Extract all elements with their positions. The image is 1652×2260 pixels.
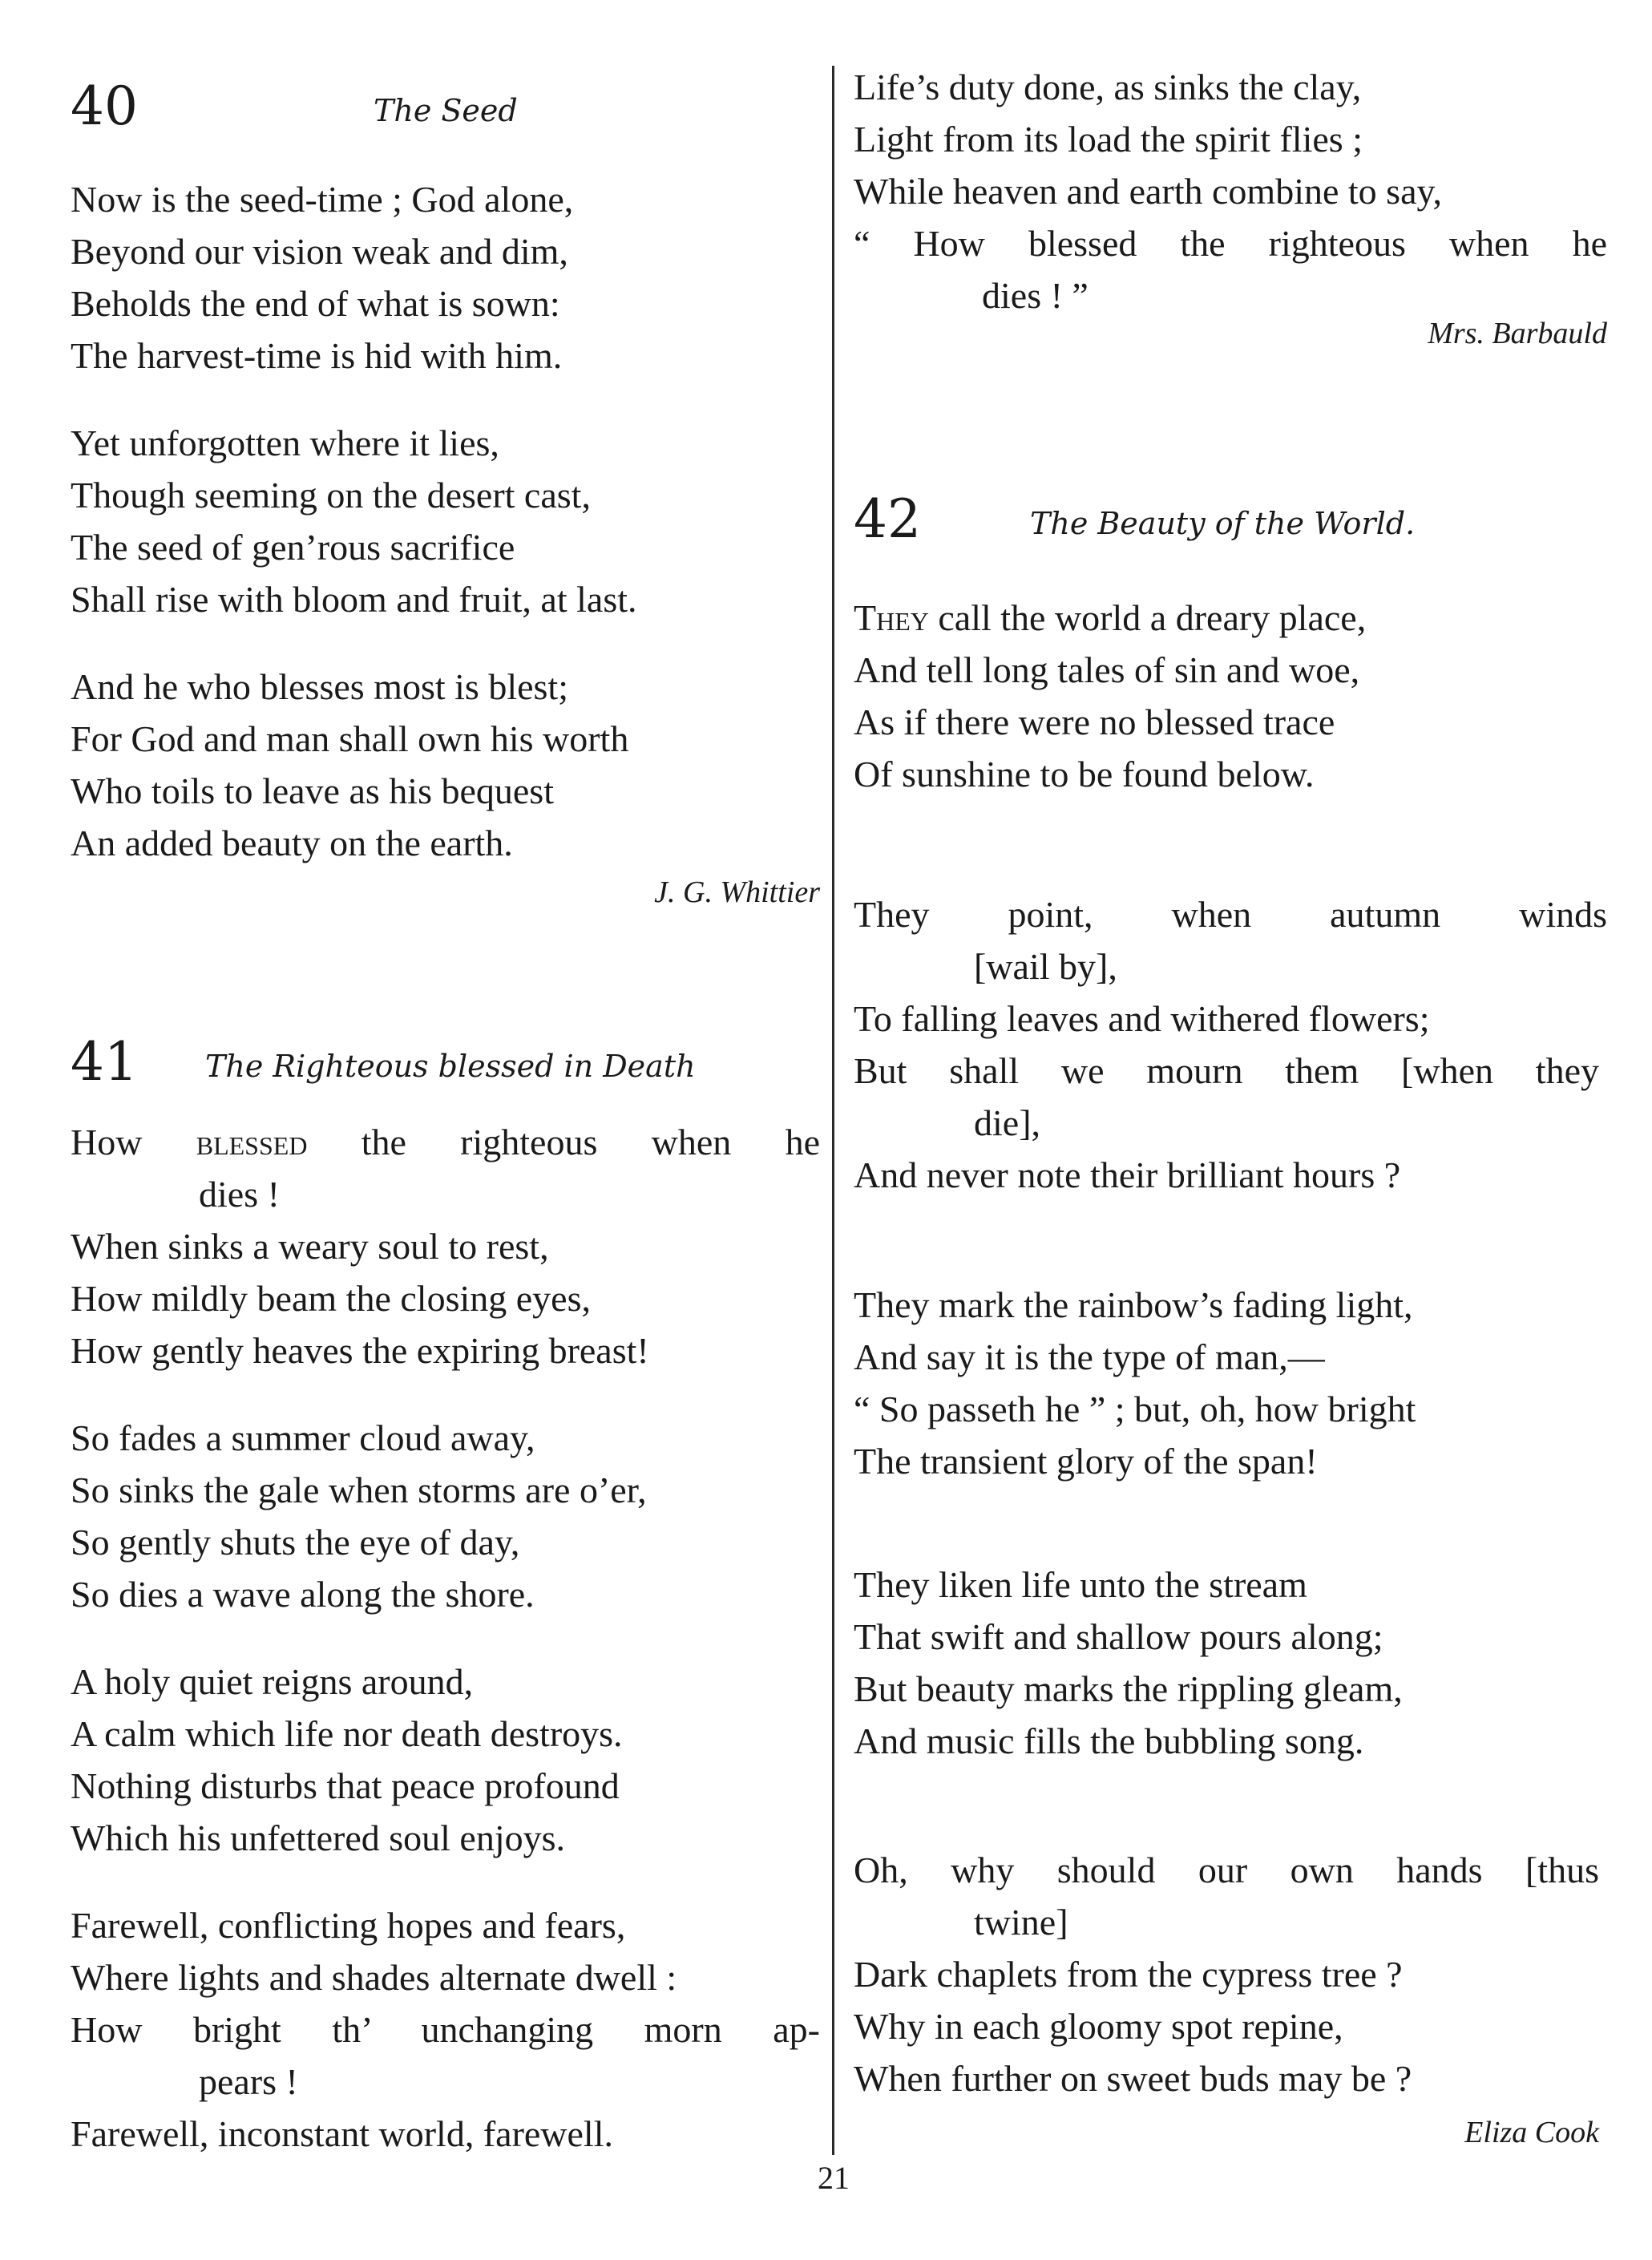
poem-line: The seed of gen’rous sacrifice — [71, 527, 515, 568]
page-number: 21 — [818, 2160, 850, 2196]
poem-number: 42 — [854, 488, 921, 550]
poem-line: When further on sweet buds may be ? — [854, 2058, 1412, 2099]
poem-line: “ So passeth he ” ; but, oh, how bright — [854, 1389, 1416, 1429]
poem-line: Why in each gloomy spot repine, — [854, 2006, 1343, 2047]
poem-line: So fades a summer cloud away, — [71, 1417, 535, 1458]
poem-line: pears ! — [199, 2061, 298, 2102]
first-line-rest: the righteous when he — [361, 1122, 820, 1162]
author-attribution: Mrs. Barbauld — [1428, 317, 1607, 350]
poem-line: So dies a wave along the shore. — [71, 1574, 535, 1615]
poem-line: But beauty marks the rippling gleam, — [854, 1668, 1403, 1709]
poem-line: And never note their brilliant hours ? — [854, 1154, 1401, 1195]
poem-line: They liken life unto the stream — [854, 1564, 1307, 1605]
poem-line: Yet unforgotten where it lies, — [71, 422, 499, 463]
first-word-smallcaps: They — [854, 597, 929, 638]
poem-number: 40 — [71, 75, 138, 137]
poem-line: [wail by], — [974, 946, 1117, 987]
poem-line: And say it is the type of man,— — [854, 1336, 1325, 1377]
poem-line: The transient glory of the span! — [854, 1441, 1318, 1482]
poem-line: Oh, why should our own hands [thus — [854, 1850, 1599, 1890]
column-divider — [832, 66, 834, 2155]
poem-line: Though seeming on the desert cast, — [71, 475, 591, 515]
author-attribution: J. G. Whittier — [654, 875, 820, 909]
poem-line: Beyond our vision weak and dim, — [71, 231, 568, 272]
first-word: How — [71, 1122, 143, 1162]
poem-line: That swift and shallow pours along; — [854, 1616, 1383, 1657]
poem-line: Beholds the end of what is sown: — [71, 283, 560, 324]
poem-line: dies ! ” — [982, 275, 1089, 316]
poem-line: Farewell, conflicting hopes and fears, — [71, 1905, 626, 1946]
poem-line: And he who blesses most is blest; — [71, 666, 568, 707]
poem-line — [854, 598, 1366, 638]
poem-line: And tell long tales of sin and woe, — [854, 649, 1360, 690]
poem-line: Dark chaplets from the cypress tree ? — [854, 1954, 1403, 1995]
poem-line: A calm which life nor death destroys. — [71, 1713, 623, 1754]
poem-line: An added beauty on the earth. — [71, 823, 513, 863]
poem-line: “ How blessed the righteous when he — [854, 223, 1607, 264]
poem-title: The Seed — [374, 93, 518, 128]
poem-line: Who toils to leave as his bequest — [71, 770, 554, 811]
author-attribution: Eliza Cook — [1464, 2116, 1599, 2149]
poem-line: How gently heaves the expiring breast! — [71, 1330, 649, 1371]
poem-line: For God and man shall own his worth — [71, 718, 629, 759]
poem-title: The Beauty of the World. — [1030, 506, 1416, 541]
poem-line: As if there were no blessed trace — [854, 701, 1335, 742]
poem-line: So gently shuts the eye of day, — [71, 1522, 520, 1563]
poem-line: Which his unfettered soul enjoys. — [71, 1817, 566, 1858]
poem-line: They point, when autumn winds — [854, 894, 1607, 935]
poem-line: A holy quiet reigns around, — [71, 1661, 474, 1702]
poem-line: They mark the rainbow’s fading light, — [854, 1284, 1413, 1325]
poem-line: But shall we mourn them [when they — [854, 1050, 1599, 1091]
poem-line: And music fills the bubbling song. — [854, 1720, 1364, 1761]
poem-line: When sinks a weary soul to rest, — [71, 1226, 549, 1267]
poem-line: How bright th’ unchanging morn ap- — [71, 2009, 820, 2050]
poem-line: Farewell, inconstant world, farewell. — [71, 2113, 613, 2154]
poem-title: The Righteous blessed in Death — [205, 1049, 696, 1084]
poem-line: Where lights and shades alternate dwell : — [71, 1957, 677, 1998]
poem-line: Light from its load the spirit flies ; — [854, 119, 1363, 160]
poem-line: Now is the seed-time ; God alone, — [71, 179, 574, 220]
first-word-smallcaps: blessed — [196, 1122, 308, 1162]
poem-line: How mildly beam the closing eyes, — [71, 1278, 591, 1319]
poem-line: Nothing disturbs that peace profound — [71, 1765, 620, 1806]
poem-line: While heaven and earth combine to say, — [854, 171, 1443, 212]
poem-line: The harvest-time is hid with him. — [71, 335, 563, 376]
first-line-rest: call the world a dreary place, — [938, 597, 1367, 638]
poem-line: So sinks the gale when storms are o’er, — [71, 1470, 647, 1510]
poem-line: Of sunshine to be found below. — [854, 754, 1315, 794]
poem-line — [71, 1122, 820, 1162]
poem-line: twine] — [974, 1902, 1068, 1943]
poem-line: Shall rise with bloom and fruit, at last. — [71, 579, 637, 620]
poem-number: 41 — [71, 1031, 138, 1093]
poem-line: dies ! — [199, 1174, 280, 1215]
poem-line: Life’s duty done, as sinks the clay, — [854, 67, 1362, 107]
poem-line: To falling leaves and withered flowers; — [854, 998, 1430, 1039]
poem-line: die], — [974, 1102, 1041, 1143]
